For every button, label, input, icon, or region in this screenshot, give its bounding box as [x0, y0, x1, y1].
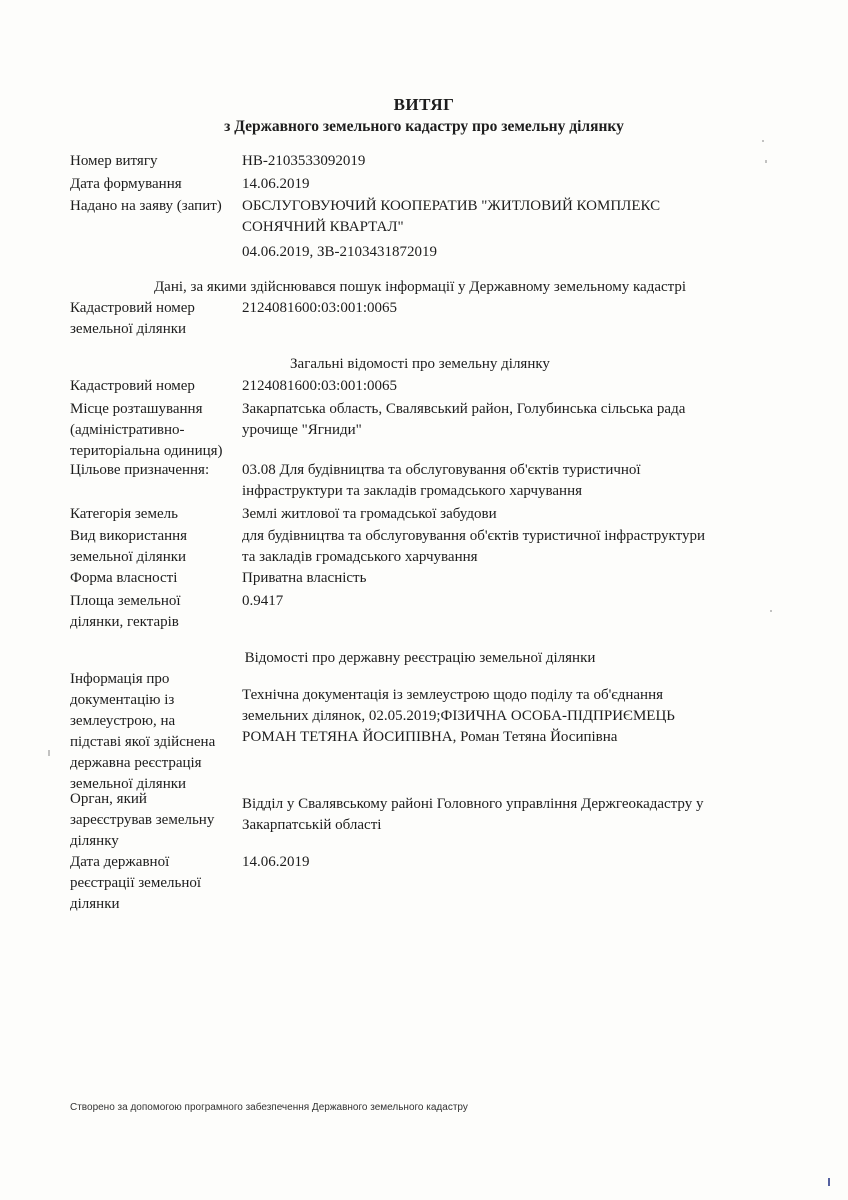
label-line: Кадастровий номер: [70, 300, 195, 316]
scan-speck: [770, 610, 772, 612]
label-line: Орган, який: [70, 791, 147, 807]
value-line: 03.08 Для будівництва та обслуговування об'єктів туристичної: [242, 462, 641, 478]
value-line: для будівництва та обслуговування об'єктів туристичної інфраструктури: [242, 528, 705, 544]
request-value: [242, 196, 782, 263]
usage-label: [70, 526, 240, 568]
label-line: Площа земельної: [70, 593, 181, 609]
label-line: (адміністративно-: [70, 422, 185, 438]
request-line: СОНЯЧНИЙ КВАРТАЛ": [242, 219, 404, 235]
search-cadastral-row: [70, 298, 770, 340]
location-value: [242, 399, 782, 441]
purpose-value: [242, 460, 782, 502]
purpose-row: [70, 460, 770, 502]
documentation-value: [242, 685, 782, 748]
document-subtitle: з Державного земельного кадастру про земельну ділянку: [224, 118, 624, 135]
documentation-label: [70, 669, 240, 795]
request-line: 04.06.2019, ЗВ-2103431872019: [242, 244, 438, 260]
request-label: Надано на заяву (запит): [70, 198, 222, 214]
label-line: земельної ділянки: [70, 321, 187, 337]
request-line: ОБСЛУГОВУЮЧИЙ КООПЕРАТИВ "ЖИТЛОВИЙ КОМПЛЕКС: [242, 198, 661, 214]
label-line: землеустрою, на: [70, 713, 176, 729]
date-row: [70, 174, 770, 195]
scan-speck: [762, 140, 764, 142]
value-line: Закарпатська область, Свалявський район, Голубинська сільська рада: [242, 401, 686, 417]
value-line: інфраструктури та закладів громадського харчування: [242, 483, 583, 499]
authority-value: [242, 794, 782, 836]
category-label: Категорія земель: [70, 506, 178, 522]
date-value: 14.06.2019: [242, 176, 310, 192]
scan-speck: [828, 1178, 830, 1186]
ownership-row: [70, 568, 770, 589]
location-label: [70, 399, 240, 462]
label-line: зареєстрував земельну: [70, 812, 215, 828]
label-line: документацію із: [70, 692, 175, 708]
date-label: Дата формування: [70, 176, 182, 192]
area-label: [70, 591, 240, 633]
label-line: Місце розташування: [70, 401, 203, 417]
label-line: територіальна одиниця): [70, 443, 223, 459]
registration-heading: Відомості про державну реєстрацію земельної ділянки: [244, 650, 596, 666]
search-cadastral-value: 2124081600:03:001:0065: [242, 300, 398, 316]
value-line: Відділ у Свалявському районі Головного управління Держгеокадастру у: [242, 796, 704, 812]
label-line: підставі якої здійснена: [70, 734, 216, 750]
label-line: Вид використання: [70, 528, 188, 544]
label-line: земельної ділянки: [70, 776, 187, 792]
area-row: [70, 591, 770, 633]
documentation-row: [70, 669, 770, 795]
label-line: реєстрації земельної: [70, 875, 202, 891]
general-cadastral-value: 2124081600:03:001:0065: [242, 378, 398, 394]
general-cadastral-row: [70, 376, 770, 397]
location-row: [70, 399, 770, 462]
extract-number-row: [70, 151, 770, 172]
registration-date-label: [70, 852, 240, 915]
label-line: ділянки: [70, 896, 120, 912]
ownership-label: Форма власності: [70, 570, 178, 586]
usage-row: [70, 526, 770, 568]
label-line: ділянки, гектарів: [70, 614, 179, 630]
value-line: земельних ділянок, 02.05.2019;ФІЗИЧНА ОСОБА-ПІДПРИЄМЕЦЬ: [242, 708, 675, 724]
usage-value: [242, 526, 782, 568]
value-line: урочище "Ягниди": [242, 422, 362, 438]
search-heading: Дані, за якими здійснювався пошук інформації у Державному земельному кадастрі: [153, 279, 687, 295]
authority-row: [70, 789, 770, 852]
document-title: ВИТЯГ: [393, 95, 455, 114]
area-value: 0.9417: [242, 593, 284, 609]
general-heading: Загальні відомості про земельну ділянку: [290, 356, 550, 372]
value-line: Закарпатській області: [242, 817, 382, 833]
scan-speck: [765, 160, 767, 163]
registration-date-value: 14.06.2019: [242, 854, 310, 870]
value-line: та закладів громадського харчування: [242, 549, 478, 565]
ownership-value: Приватна власність: [242, 570, 367, 586]
scan-speck: [48, 750, 50, 756]
purpose-label: Цільове призначення:: [70, 462, 210, 478]
label-line: земельної ділянки: [70, 549, 187, 565]
footer-note: Створено за допомогою програмного забезпечення Державного земельного кадастру: [70, 1102, 468, 1113]
search-cadastral-label: [70, 298, 240, 340]
label-line: державна реєстрація: [70, 755, 202, 771]
extract-number-value: НВ-2103533092019: [242, 153, 366, 169]
extract-number-label: Номер витягу: [70, 153, 158, 169]
request-row: [70, 196, 770, 261]
registration-date-row: [70, 852, 770, 915]
authority-label: [70, 789, 240, 852]
label-line: Інформація про: [70, 671, 170, 687]
value-line: Технічна документація із землеустрою щодо поділу та об'єднання: [242, 687, 664, 703]
value-line: РОМАН ТЕТЯНА ЙОСИПІВНА, Роман Тетяна Йосипівна: [242, 729, 618, 745]
label-line: Дата державної: [70, 854, 170, 870]
category-row: [70, 504, 770, 525]
label-line: ділянку: [70, 833, 119, 849]
general-cadastral-label: Кадастровий номер: [70, 378, 195, 394]
category-value: Землі житлової та громадської забудови: [242, 506, 497, 522]
